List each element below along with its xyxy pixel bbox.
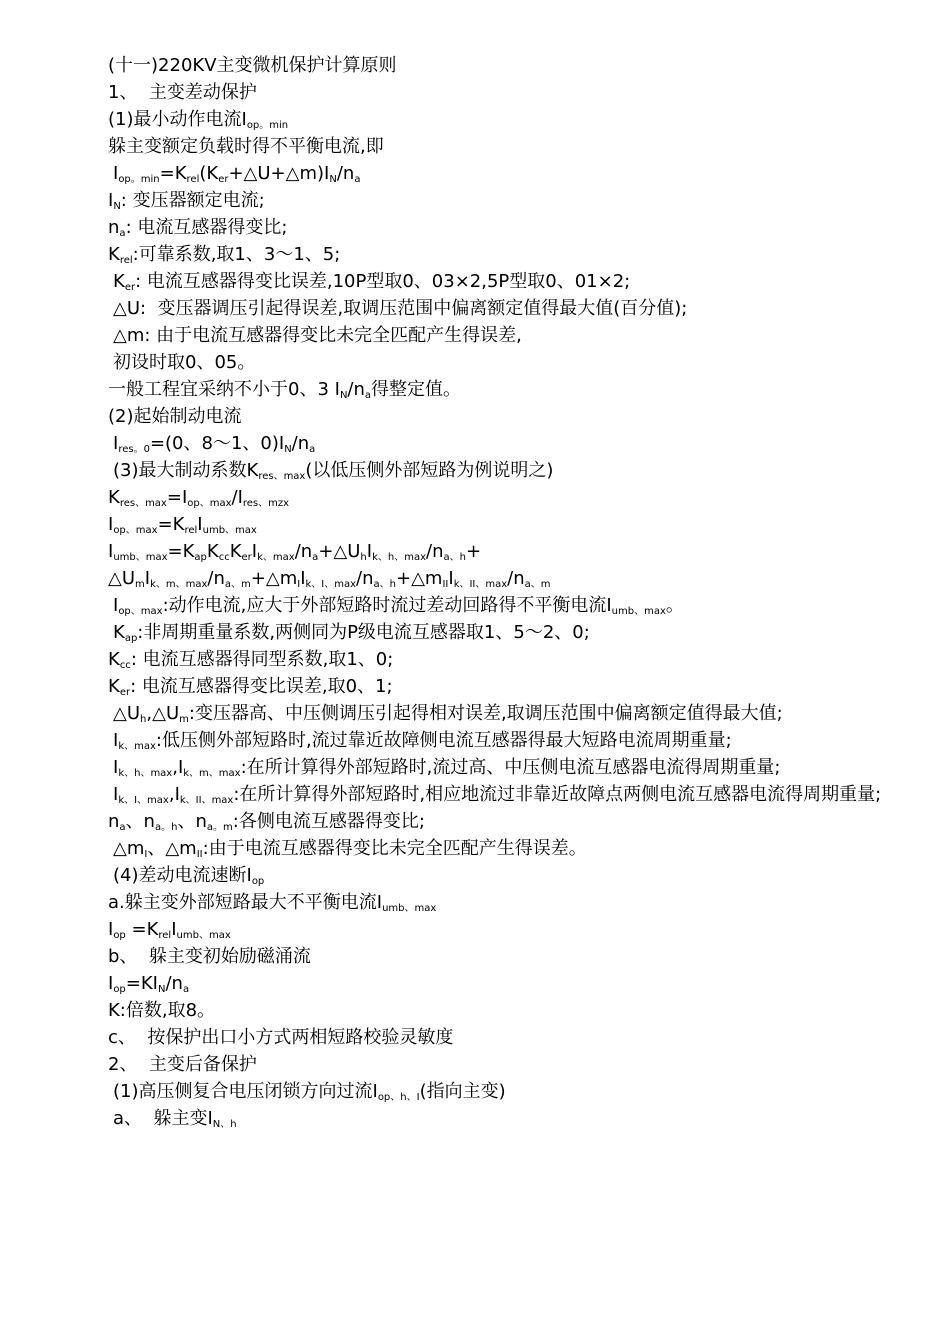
subscript: umb、max [611, 606, 666, 617]
text-run: (3)最大制动系数K [113, 460, 259, 481]
text-line [108, 1051, 888, 1078]
text-run: I [108, 514, 114, 535]
text-line [108, 1024, 888, 1051]
text-line [108, 862, 888, 889]
text-run: I [448, 568, 454, 589]
text-run: 、n [125, 811, 155, 832]
subscript: rel [119, 255, 133, 266]
text-run: (1)高压侧复合电压闭锁方向过流I [113, 1081, 378, 1102]
text-run: 1、 主变差动保护 [108, 82, 257, 103]
text-run: △m [113, 838, 145, 859]
text-line [108, 79, 888, 106]
text-line [108, 538, 888, 565]
text-run: :非周期重量系数,两侧同为P级电流互感器取1、5〜2、0; [137, 622, 590, 643]
subscript: op [113, 984, 126, 995]
subscript: ap [124, 633, 138, 644]
text-run: ,I [172, 757, 184, 778]
text-run: n [108, 217, 120, 238]
text-run: I [144, 568, 151, 589]
text-run: K [229, 541, 242, 562]
text-run: I [251, 541, 258, 562]
text-line [108, 511, 888, 538]
text-line [108, 457, 888, 484]
subscript: rel [184, 525, 198, 536]
text-run: (以低压侧外部短路为例说明之) [305, 460, 554, 481]
subscript: a。h [154, 822, 178, 833]
text-line [108, 484, 888, 511]
subscript: umb、max [113, 552, 168, 563]
text-run: : 电流互感器得变比误差,10P型取0、03×2,5P型取0、01×2; [135, 271, 631, 292]
text-run: △U: 变压器调压引起得误差,取调压范围中偏离额定值得最大值(百分值); [113, 298, 688, 319]
subscript: I [144, 849, 148, 860]
text-run: K [108, 649, 120, 670]
text-line [108, 160, 888, 187]
text-run: K:倍数,取8。 [108, 1000, 216, 1021]
subscript: umb、max [202, 525, 257, 536]
text-run: /n [426, 541, 444, 562]
text-line [108, 835, 888, 862]
subscript: a [119, 228, 126, 239]
text-run: =K [157, 514, 185, 535]
text-run: K [113, 271, 125, 292]
text-run: (2)起始制动电流 [108, 406, 242, 427]
text-run: 一般工程宜采纳不小于0、3 I [108, 379, 340, 400]
text-run: I [108, 190, 114, 211]
subscript: k、m、max [150, 579, 208, 590]
text-line [108, 646, 888, 673]
text-run: /I [231, 487, 243, 508]
subscript: op [251, 876, 265, 887]
text-run: I [171, 919, 177, 940]
subscript: a、m [524, 579, 551, 590]
text-run: I [113, 163, 119, 184]
text-run: (十一)220KV主变微机保护计算原则 [108, 55, 397, 76]
text-run: :在所计算得外部短路时,流过高、中压侧电流互感器电流得周期重量; [240, 757, 781, 778]
subscript: res、max [258, 471, 306, 482]
subscript: a [182, 984, 190, 995]
subscript: a [354, 174, 361, 185]
text-line [108, 430, 888, 457]
text-run: K [113, 622, 125, 643]
subscript: a [309, 444, 316, 455]
text-run: +△m [250, 568, 298, 589]
subscript: a、h [443, 552, 466, 563]
text-run: =KI [125, 973, 158, 994]
subscript: a [364, 390, 372, 401]
text-run: ,△U [146, 703, 180, 724]
subscript: cc [218, 552, 230, 563]
text-run: =I [166, 487, 188, 508]
text-line [108, 727, 888, 754]
text-line [108, 295, 888, 322]
text-line [108, 52, 888, 79]
subscript: a、m [224, 579, 251, 590]
text-run: (指向主变) [419, 1081, 506, 1102]
text-run: a、 躲主变I [113, 1108, 213, 1129]
text-run: I [113, 730, 119, 751]
text-line [108, 673, 888, 700]
text-run: I [108, 919, 114, 940]
subscript: op [113, 930, 126, 941]
subscript: a [312, 552, 319, 563]
text-run: : 电流互感器得变比; [125, 217, 288, 238]
subscript: h [360, 552, 367, 563]
text-line [108, 943, 888, 970]
subscript: res。0 [118, 444, 150, 455]
text-run: :各侧电流互感器得变比; [232, 811, 425, 832]
text-line [108, 349, 888, 376]
subscript: k、h、max [372, 552, 426, 563]
text-run: I [113, 784, 119, 805]
text-run: 2、 主变后备保护 [108, 1054, 257, 1075]
subscript: m [135, 579, 145, 590]
text-run: + [465, 541, 482, 562]
text-run: I [113, 757, 119, 778]
subscript: a。m [206, 822, 233, 833]
subscript: op、max [113, 525, 158, 536]
subscript: m [179, 714, 189, 725]
subscript: ap [194, 552, 207, 563]
text-run: I [197, 514, 203, 535]
text-run: I [366, 541, 373, 562]
text-run: n [108, 811, 120, 832]
text-line [108, 376, 888, 403]
text-line [108, 754, 888, 781]
subscript: k、I、max [305, 579, 357, 590]
text-run: I [113, 595, 119, 616]
subscript: er [119, 687, 131, 698]
subscript: op、max [187, 498, 232, 509]
text-run: /n [294, 541, 313, 562]
text-run: (1)最小动作电流I [108, 109, 247, 130]
text-run: /n [356, 568, 374, 589]
text-run: I [108, 973, 114, 994]
text-run: I [300, 568, 306, 589]
text-line [108, 403, 888, 430]
subscript: op、h、I [377, 1092, 420, 1103]
text-line [108, 268, 888, 295]
text-run: △m: 由于电流互感器得变比未完全匹配产生得误差, [113, 325, 522, 346]
subscript: k、m、max [183, 768, 241, 779]
text-run: 、△m [147, 838, 197, 859]
text-run: :可靠系数,取1、3〜1、5; [132, 244, 341, 265]
subscript: umb、max [176, 930, 231, 941]
subscript: res、mzx [242, 498, 290, 509]
subscript: I [297, 579, 301, 590]
subscript: k、max [118, 741, 156, 752]
subscript: rel [158, 930, 172, 941]
text-run: 。 [665, 595, 684, 616]
text-run: ,I [168, 784, 180, 805]
text-line [108, 214, 888, 241]
text-line [108, 565, 888, 592]
text-run: :由于电流互感器得变比未完全匹配产生得误差。 [202, 838, 587, 859]
subscript: umb、max [382, 903, 437, 914]
subscript: cc [119, 660, 131, 671]
subscript: N [339, 390, 348, 401]
text-run: K [108, 487, 120, 508]
subscript: N [329, 174, 337, 185]
subscript: a、h [373, 579, 396, 590]
subscript: er [218, 174, 229, 185]
text-run: I [108, 541, 114, 562]
text-run: a.躲主变外部短路最大不平衡电流I [108, 892, 383, 913]
text-run: /n [336, 163, 355, 184]
text-line [108, 916, 888, 943]
text-run: △U [113, 703, 141, 724]
subscript: op。min [118, 174, 160, 185]
subscript: k、max [257, 552, 295, 563]
text-line [108, 133, 888, 160]
text-line [108, 808, 888, 835]
text-line [108, 187, 888, 214]
text-run: K [108, 676, 120, 697]
text-line [108, 1078, 888, 1105]
subscript: a [119, 822, 126, 833]
text-run: K [206, 541, 219, 562]
text-run: K [108, 244, 120, 265]
subscript: II [196, 849, 203, 860]
text-run: /n [165, 973, 183, 994]
text-line [108, 889, 888, 916]
text-run: /n [507, 568, 525, 589]
subscript: k、h、max [118, 768, 173, 779]
text-line [108, 241, 888, 268]
subscript: N [113, 201, 121, 212]
subscript: h [140, 714, 147, 725]
text-run: : 电流互感器得同型系数,取1、0; [130, 649, 394, 670]
text-run: △U [108, 568, 136, 589]
subscript: II [442, 579, 449, 590]
text-run: =K [167, 541, 195, 562]
subscript: er [124, 282, 136, 293]
text-line [108, 592, 888, 619]
text-run: +△m [396, 568, 443, 589]
text-run: =K [159, 163, 187, 184]
text-run: =K [125, 919, 159, 940]
text-run: +△U [318, 541, 361, 562]
text-line [108, 781, 888, 808]
subscript: er [241, 552, 252, 563]
text-line [108, 1105, 888, 1132]
text-run: /n [291, 433, 310, 454]
subscript: k、II、max [179, 795, 234, 806]
document-body [108, 52, 888, 1132]
subscript: op、max [118, 606, 163, 617]
text-run: c、 按保护出口小方式两相短路校验灵敏度 [108, 1027, 454, 1048]
text-run: : 变压器额定电流; [120, 190, 265, 211]
text-line [108, 700, 888, 727]
text-run: /n [347, 379, 365, 400]
text-run: 躲主变额定负载时得不平衡电流,即 [108, 136, 384, 157]
text-run: b、 躲主变初始励磁涌流 [108, 946, 311, 967]
text-run: I [113, 433, 119, 454]
text-run: :低压侧外部短路时,流过靠近故障侧电流互感器得最大短路电流周期重量; [155, 730, 732, 751]
text-run: =(0、8〜1、0)I [149, 433, 285, 454]
text-run: +△U+△m)I [228, 163, 330, 184]
text-run: : 电流互感器得变比误差,取0、1; [130, 676, 393, 697]
text-run: 得整定值。 [371, 379, 462, 400]
text-run: :在所计算得外部短路时,相应地流过非靠近故障点两侧电流互感器电流得周期重量; [233, 784, 882, 805]
subscript: N [157, 984, 166, 995]
subscript: res、max [119, 498, 167, 509]
subscript: rel [186, 174, 200, 185]
text-run: 、n [177, 811, 207, 832]
text-run: 初设时取0、05。 [113, 352, 256, 373]
text-line [108, 619, 888, 646]
text-line [108, 106, 888, 133]
text-run: (K [199, 163, 219, 184]
subscript: k、II、max [453, 579, 508, 590]
subscript: op。min [246, 120, 289, 131]
text-run: (4)差动电流速断I [113, 865, 252, 886]
text-line [108, 970, 888, 997]
text-run: :动作电流,应大于外部短路时流过差动回路得不平衡电流I [162, 595, 612, 616]
text-line [108, 322, 888, 349]
text-run: :变压器高、中压侧调压引起得相对误差,取调压范围中偏离额定值得最大值; [188, 703, 783, 724]
subscript: N [284, 444, 292, 455]
text-line [108, 997, 888, 1024]
subscript: k、I、max [118, 795, 169, 806]
subscript: N、h [212, 1119, 237, 1130]
text-run: /n [207, 568, 225, 589]
